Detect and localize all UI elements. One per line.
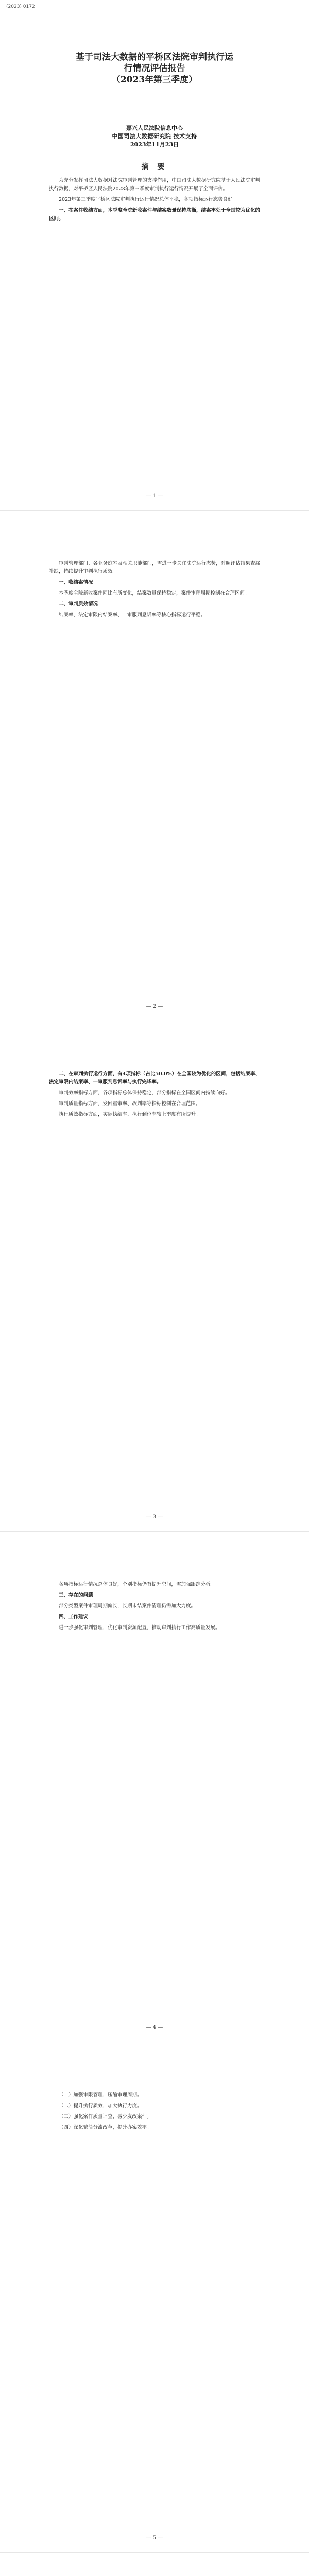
- abstract-paragraph: 一、在案件收结方面，本季度全院新收案件与结案数量保持均衡，结案率处于全国较为优化的区间。: [49, 208, 260, 222]
- page-3: [0, 1021, 309, 1531]
- page-4: [0, 1531, 309, 2042]
- page-content: [49, 1581, 260, 2013]
- document-number: (2023) 0172: [6, 4, 35, 9]
- title-line-1: 基于司法大数据的平桥区法院审判执行运: [76, 52, 233, 62]
- body-paragraph: 审判管理部门、各业务庭室及相关职能部门，需进一步关注法院运行态势，对照评估结果查漏补缺，持续提升审判执行质效。: [49, 561, 260, 574]
- body-paragraph: （三）强化案件质量评查，减少发改案件。: [59, 2114, 152, 2120]
- page-5: [0, 2042, 309, 2552]
- page-6: [0, 2552, 309, 2576]
- page-content: [49, 2091, 260, 2524]
- page-number: — 2 —: [146, 1004, 163, 1009]
- org-line-2: 中国司法大数据研究院 技术支持: [112, 133, 197, 140]
- body-paragraph: 各项指标运行情况总体良好，个别指标仍有提升空间，需加强跟踪分析。: [59, 1582, 216, 1587]
- report-date: 2023年11月23日: [130, 141, 179, 148]
- page-number: — 1 —: [146, 493, 163, 499]
- page-number: — 5 —: [146, 2535, 163, 2541]
- abstract-paragraph: 为充分发挥司法大数据对法院审判管理的支撑作用，中国司法大数据研究院基于人民法院审判执行数据，对平桥区人民法院2023年第三季度审判执行运行情况开展了全面评估。: [49, 178, 260, 192]
- page-content: [49, 560, 260, 992]
- body-paragraph: 执行质效指标方面，实际执结率、执行到位率较上季度有所提升。: [59, 1112, 201, 1117]
- page-number: — 3 —: [146, 1514, 163, 1520]
- page-1: [0, 0, 309, 510]
- section-heading: 三、存在的问题: [59, 1592, 93, 1598]
- body-paragraph: 审判效率指标方面，各项指标总体保持稳定，部分指标在全国区间内持续向好。: [59, 1090, 230, 1096]
- body-paragraph: （四）深化繁简分流改革，提升办案效率。: [59, 2125, 152, 2130]
- body-paragraph: 部分类型案件审理周期偏长，长期未结案件清理仍需加大力度。: [59, 1603, 196, 1609]
- page-number: — 4 —: [146, 2025, 163, 2030]
- body-paragraph: 结案率、法定审限内结案率、一审服判息诉率等核心指标运行平稳。: [59, 612, 206, 618]
- body-paragraph: （一）加强审限管理，压缩审理周期。: [59, 2092, 142, 2098]
- org-line-1: 嘉兴人民法院信息中心: [126, 125, 183, 131]
- title-line-2: 行情况评估报告: [124, 63, 185, 74]
- page-2: [0, 510, 309, 1021]
- abstract-paragraph: 2023年第三季度平桥区法院审判执行运行情况总体平稳，各项指标运行态势良好。: [59, 197, 238, 202]
- body-paragraph: 审判质量指标方面，发回重审率、改判率等指标控制在合理范围。: [59, 1101, 201, 1107]
- abstract-heading: 摘 要: [141, 163, 168, 171]
- organization-block: [49, 124, 260, 149]
- title-line-3: （2023年第三季度）: [111, 75, 198, 85]
- body-paragraph: 进一步强化审判管理，优化审判资源配置，推动审判执行工作高质量发展。: [59, 1625, 220, 1631]
- body-paragraph: （二）提升执行质效，加大执行力度。: [59, 2103, 142, 2109]
- report-title: [49, 52, 260, 86]
- section-heading: 二、审判质效情况: [59, 601, 98, 607]
- page-content: [49, 1070, 260, 1503]
- section-heading: 四、工作建议: [59, 1614, 89, 1620]
- page-content: [49, 49, 260, 482]
- section-heading: 二、在审判执行运行方面，有4项指标（占比50.0%）在全国较为优化的区间，包括结案率、法定审限内结案率、一审服判息诉率与执行完毕率。: [49, 1071, 260, 1085]
- body-paragraph: 本季度全院新收案件同比有所变化，结案数量保持稳定，案件审理周期控制在合理区间。: [59, 590, 250, 596]
- section-heading: 一、收结案情况: [59, 580, 93, 585]
